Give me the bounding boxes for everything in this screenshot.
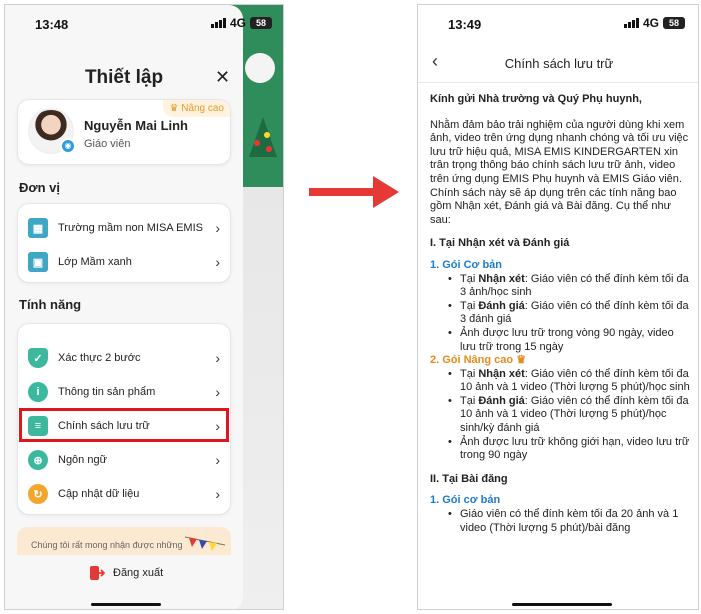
signal-icon bbox=[624, 18, 639, 28]
network-label: 4G bbox=[230, 16, 247, 30]
logout-button[interactable] bbox=[89, 565, 163, 581]
storage-policy-screen bbox=[417, 4, 699, 610]
camera-icon[interactable]: ◉ bbox=[60, 138, 76, 154]
school-icon: ▦ bbox=[28, 218, 48, 238]
list-item: • Ảnh được lưu trữ trong vòng 90 ngày, video lưu trữ trong 15 ngày bbox=[448, 327, 692, 354]
unit-item-label: Lớp Mầm xanh bbox=[58, 255, 132, 268]
status-bar bbox=[5, 5, 284, 39]
section-heading: II. Tại Bài đăng bbox=[430, 472, 508, 485]
greeting: Kính gửi Nhà trường và Quý Phụ huynh, bbox=[430, 93, 642, 105]
feature-item-2fa[interactable] bbox=[28, 342, 220, 374]
list-item: • Tại Đánh giá: Giáo viên có thể đính kèm tối đa 3 đánh giá bbox=[448, 300, 692, 327]
settings-screen bbox=[4, 4, 284, 610]
intro-paragraph: Nhằm đảm bảo trải nghiệm của người dùng khi xem ảnh, video trên ứng dụng nhanh chóng và tối ưu việc lưu trữ hiệu quả, MISA EMIS KINDERGARTEN xin trân trọng thông báo chính sách lưu trữ ảnh, video trên ứng dụng EMIS Phụ huynh và EMIS Giáo viên. bbox=[430, 118, 689, 185]
feature-item-product-info[interactable] bbox=[28, 376, 220, 408]
feature-label: Cập nhật dữ liệu bbox=[58, 487, 140, 500]
nav-bar bbox=[418, 45, 699, 83]
section-heading: I. Tại Nhận xét và Đánh giá bbox=[430, 237, 570, 250]
close-icon[interactable]: ✕ bbox=[215, 67, 231, 87]
list-item: • Tại Nhận xét: Giáo viên có thể đính kèm tối đa 3 ảnh/học sinh bbox=[448, 273, 692, 300]
list-item: • Tại Đánh giá: Giáo viên có thể đính kèm tối đa 10 ảnh và 1 video (Thời lượng 5 phút)/học sinh/kỳ đánh giá bbox=[448, 395, 692, 436]
profile-card[interactable] bbox=[17, 99, 231, 165]
feedback-banner[interactable] bbox=[17, 527, 231, 555]
list-item: • Giáo viên có thể đính kèm tối đa 20 ảnh và 1 video (Thời lượng 5 phút)/bài đăng bbox=[448, 508, 692, 535]
feature-label: Xác thực 2 bước bbox=[58, 351, 141, 364]
chevron-right-icon: › bbox=[215, 486, 220, 502]
feature-item-language[interactable] bbox=[28, 444, 220, 476]
chevron-right-icon: › bbox=[215, 220, 220, 236]
unit-card bbox=[17, 203, 231, 283]
list-item: • Tại Nhận xét: Giáo viên có thể đính kèm tối đa 10 ảnh và 1 video (Thời lượng 5 phút)/học sinh bbox=[448, 368, 692, 395]
status-bar bbox=[418, 5, 698, 39]
page-title: Thiết lập bbox=[84, 67, 164, 88]
list-item: • Ảnh được lưu trữ không giới hạn, video lưu trữ trong 90 ngày bbox=[448, 436, 692, 463]
feature-label: Ngôn ngữ bbox=[58, 453, 107, 466]
package-list bbox=[448, 368, 692, 463]
chevron-right-icon: › bbox=[215, 384, 220, 400]
logout-icon bbox=[89, 565, 105, 581]
section-unit: Đơn vị bbox=[19, 180, 61, 195]
chevron-right-icon: › bbox=[215, 254, 220, 270]
unit-item-label: Trường mầm non MISA EMIS bbox=[58, 221, 203, 234]
feature-label: Thông tin sản phẩm bbox=[58, 385, 156, 398]
globe-icon: ⊕ bbox=[28, 450, 48, 470]
unit-item-class[interactable] bbox=[28, 246, 220, 278]
settings-panel bbox=[5, 5, 267, 610]
plan-badge bbox=[163, 100, 230, 117]
network-label: 4G bbox=[643, 16, 660, 30]
crown-icon: ♛ bbox=[169, 103, 182, 114]
info-icon: i bbox=[28, 382, 48, 402]
document-icon: ≡ bbox=[28, 416, 48, 436]
feedback-text: Chúng tôi rất mong nhận được những bbox=[31, 540, 183, 550]
policy-content bbox=[430, 93, 692, 535]
chevron-right-icon: › bbox=[215, 452, 220, 468]
christmas-tree-icon bbox=[249, 117, 277, 177]
package-list bbox=[448, 273, 692, 355]
plan-badge-label: Nâng cao bbox=[181, 103, 224, 114]
package-title: 1. Gói Cơ bản bbox=[430, 258, 502, 271]
highlight-box bbox=[19, 408, 229, 442]
battery-icon: 58 bbox=[250, 17, 272, 29]
status-time: 13:48 bbox=[35, 17, 69, 32]
classroom-icon: ▣ bbox=[28, 252, 48, 272]
battery-icon: 58 bbox=[663, 17, 685, 29]
profile-name: Nguyễn Mai Linh bbox=[84, 118, 188, 133]
bunting-icon bbox=[185, 533, 225, 553]
package-title: 2. Gói Nâng cao ♛ bbox=[430, 354, 527, 367]
crown-icon: ♛ bbox=[516, 354, 527, 367]
arrow-right-icon bbox=[309, 172, 399, 212]
chevron-right-icon: › bbox=[215, 350, 220, 366]
signal-icon bbox=[211, 18, 226, 28]
section-features: Tính năng bbox=[19, 297, 82, 312]
status-time: 13:49 bbox=[448, 17, 482, 32]
logout-label: Đăng xuất bbox=[113, 567, 164, 579]
home-indicator bbox=[91, 603, 161, 606]
unit-item-school[interactable] bbox=[28, 212, 220, 244]
package-list bbox=[448, 508, 692, 535]
page-title: Chính sách lưu trữ bbox=[504, 56, 614, 71]
refresh-icon: ↻ bbox=[28, 484, 48, 504]
feature-item-update-data[interactable] bbox=[28, 478, 220, 510]
profile-role: Giáo viên bbox=[84, 138, 131, 150]
shield-icon: ✓ bbox=[28, 348, 48, 368]
back-icon[interactable]: ‹ bbox=[432, 51, 438, 71]
intro-paragraph-2: Chính sách này sẽ áp dụng trên các tính năng bao gồm Nhận xét, Đánh giá và Bài đăng. Cụ thể như sau: bbox=[430, 186, 677, 226]
home-indicator bbox=[512, 603, 612, 606]
feature-label: Chính sách lưu trữ bbox=[58, 419, 150, 432]
package-title: 1. Gói cơ bản bbox=[430, 494, 501, 507]
background-avatar bbox=[245, 53, 275, 83]
chevron-right-icon: › bbox=[215, 418, 220, 434]
